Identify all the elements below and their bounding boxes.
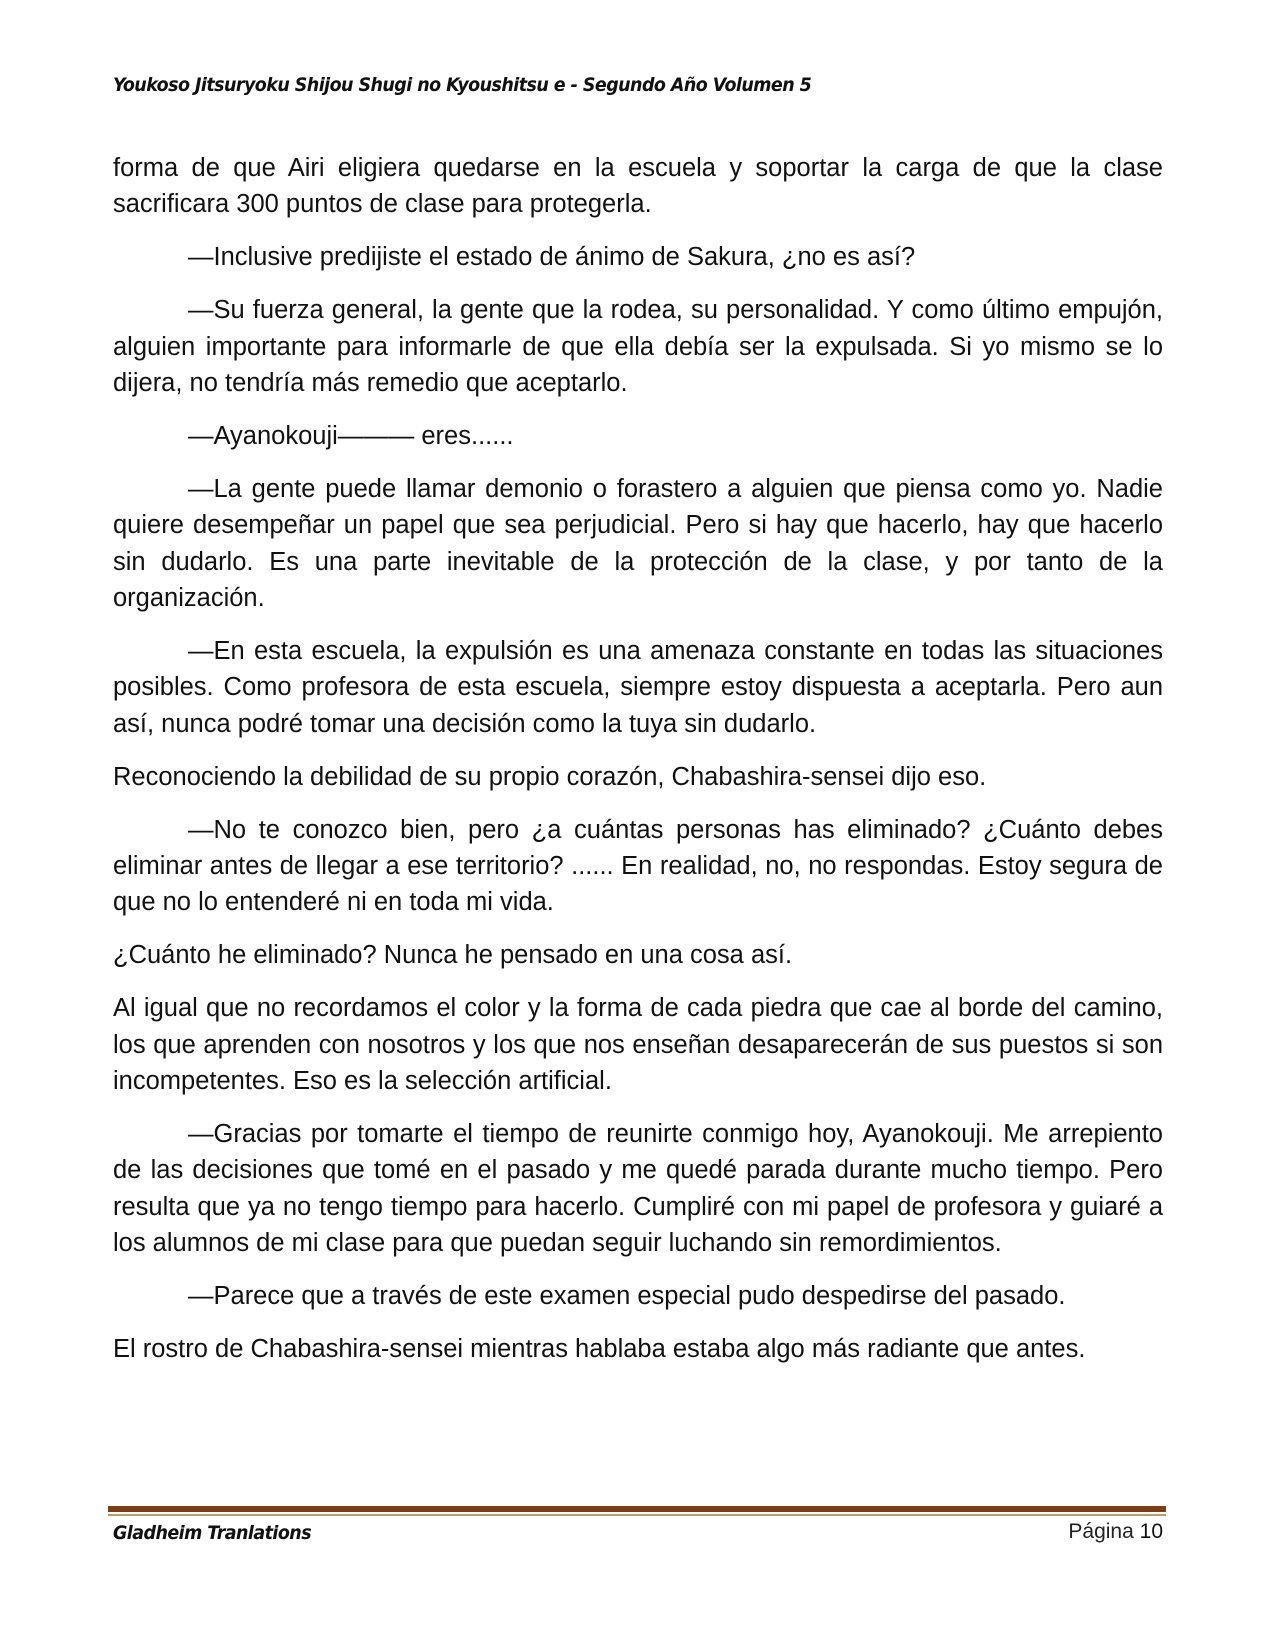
page-number	[1068, 1520, 1163, 1544]
paragraph: —Ayanokouji——— eres......	[188, 421, 514, 450]
footer-rule-thick	[108, 1506, 1166, 1512]
paragraph: —Su fuerza general, la gente que la rodea, su personalidad. Y como último empujón, alguien importante para informarle de que ella debía ser la expulsada. Si yo mismo se lo dijera, no tendría más remedio que aceptarlo.	[113, 296, 1163, 398]
paragraph: —Parece que a través de este examen especial pudo despedirse del pasado.	[188, 1282, 1066, 1311]
paragraph: —En esta escuela, la expulsión es una amenaza constante en todas las situaciones posibles. Como profesora de esta escuela, siempre estoy dispuesta a aceptarla. Pero aun así, nunca podré tomar una decisión como la tuya sin dudarlo.	[113, 636, 1163, 738]
page-body	[113, 150, 1163, 1384]
paragraph: ¿Cuánto he eliminado? Nunca he pensado en una cosa así.	[113, 941, 793, 970]
page-label: Página	[1068, 1520, 1134, 1543]
paragraph: forma de que Airi eligiera quedarse en la escuela y soportar la carga de que la clase sacrificara 300 puntos de clase para protegerla.	[113, 154, 1163, 219]
paragraph: El rostro de Chabashira-sensei mientras hablaba estaba algo más radiante que antes.	[113, 1334, 1086, 1363]
paragraph: Reconociendo la debilidad de su propio corazón, Chabashira-sensei dijo eso.	[113, 762, 987, 791]
paragraph: —No te conozco bien, pero ¿a cuántas personas has eliminado? ¿Cuánto debes eliminar antes de llegar a ese territorio? ...... En realidad, no, no respondas. Estoy segura de que no lo entenderé ni en toda mi vida.	[113, 815, 1163, 917]
footer-translator: Gladheim Tranlations	[113, 1522, 312, 1544]
running-header: Youkoso Jitsuryoku Shijou Shugi no Kyoushitsu e - Segundo Año Volumen 5	[113, 74, 812, 96]
page-number-value: 10	[1139, 1520, 1163, 1543]
paragraph: —Gracias por tomarte el tiempo de reunirte conmigo hoy, Ayanokouji. Me arrepiento de las decisiones que tomé en el pasado y me quedé parada durante mucho tiempo. Pero resulta que ya no tengo tiempo para hacerlo. Cumpliré con mi papel de profesora y guiaré a los alumnos de mi clase para que puedan seguir luchando sin remordimientos.	[113, 1119, 1163, 1258]
footer-rule-thin	[108, 1514, 1166, 1516]
paragraph: Al igual que no recordamos el color y la forma de cada piedra que cae al borde del camino, los que aprenden con nosotros y los que nos enseñan desaparecerán de sus puestos si son incompetentes. Eso es la selección artificial.	[113, 994, 1163, 1096]
paragraph: —Inclusive predijiste el estado de ánimo de Sakura, ¿no es así?	[188, 243, 916, 272]
paragraph: —La gente puede llamar demonio o forastero a alguien que piensa como yo. Nadie quiere desempeñar un papel que sea perjudicial. Pero si hay que hacerlo, hay que hacerlo sin dudarlo. Es una parte inevitable de la protección de la clase, y por tanto de la organización.	[113, 474, 1163, 613]
